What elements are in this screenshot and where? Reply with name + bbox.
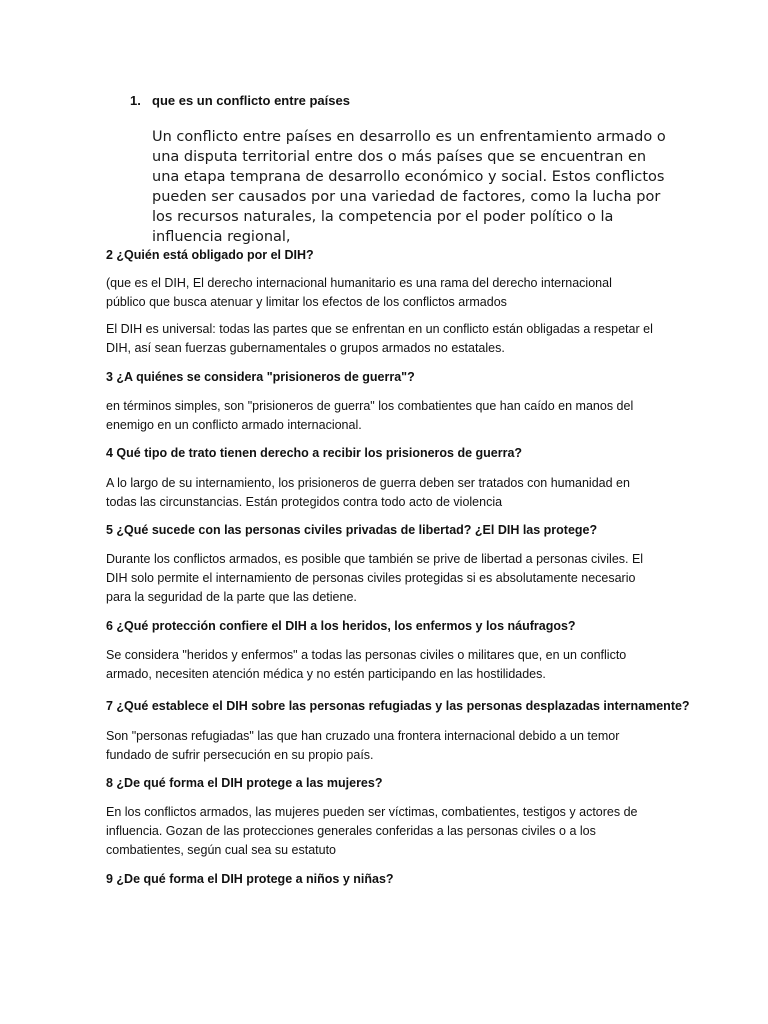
- question-3-answer-block: [106, 397, 666, 435]
- question-9-title: 9 ¿De qué forma el DIH protege a niños y niñas?: [106, 872, 394, 886]
- question-1-title: que es un conflicto entre países: [152, 93, 350, 108]
- question-6-heading: [106, 617, 666, 635]
- question-7-heading: [106, 697, 690, 715]
- question-2-heading: [106, 246, 666, 264]
- question-1-heading: [130, 92, 350, 110]
- question-8-answer-block: [106, 803, 666, 860]
- question-3-answer: en términos simples, son "prisioneros de guerra" los combatientes que han caído en manos del enemigo en un conflicto armado internacional.: [106, 399, 634, 432]
- question-5-heading: [106, 521, 666, 539]
- question-8-heading: [106, 774, 666, 792]
- question-3-heading: [106, 368, 666, 386]
- question-5-answer-block: [106, 550, 666, 607]
- question-2-title: 2 ¿Quién está obligado por el DIH?: [106, 248, 314, 262]
- question-9-heading: [106, 870, 666, 888]
- question-4-title: 4 Qué tipo de trato tienen derecho a recibir los prisioneros de guerra?: [106, 446, 523, 460]
- question-3-title: 3 ¿A quiénes se considera "prisioneros de guerra"?: [106, 370, 415, 384]
- question-6-title: 6 ¿Qué protección confiere el DIH a los heridos, los enfermos y los náufragos?: [106, 619, 576, 633]
- question-6-answer-block: [106, 646, 666, 684]
- question-2-answer-block: [106, 274, 666, 312]
- question-1-answer: Un conflicto entre países en desarrollo es un enfrentamiento armado o una disputa territorial entre dos o más países que se encuentran en una etapa temprana de desarrollo económico y social. Estos conflictos pueden ser causados por una variedad de factores, como la lucha por los recursos naturales, la competencia por el poder político o la influencia regional,: [152, 129, 666, 245]
- question-2-answer-1: (que es el DIH, El derecho internacional humanitario es una rama del derecho internacional público que busca atenuar y limitar los efectos de los conflictos armados: [106, 276, 612, 309]
- question-4-answer-block: [106, 474, 666, 512]
- question-8-title: 8 ¿De qué forma el DIH protege a las mujeres?: [106, 776, 383, 790]
- question-4-answer: A lo largo de su internamiento, los prisioneros de guerra deben ser tratados con humanidad en todas las circunstancias. Están protegidos contra todo acto de violencia: [106, 476, 630, 509]
- question-6-answer: Se considera "heridos y enfermos" a todas las personas civiles o militares que, en un conflicto armado, necesiten atención médica y no estén participando en las hostilidades.: [106, 648, 627, 681]
- question-8-answer: En los conflictos armados, las mujeres pueden ser víctimas, combatientes, testigos y actores de influencia. Gozan de las protecciones generales conferidas a las personas civiles o a los combatientes, según cual sea su estatuto: [106, 805, 638, 857]
- question-5-title: 5 ¿Qué sucede con las personas civiles privadas de libertad? ¿El DIH las protege?: [106, 523, 598, 537]
- question-7-answer-block: [106, 727, 666, 765]
- question-1-number: 1.: [130, 93, 141, 108]
- question-2-answer-2: El DIH es universal: todas las partes que se enfrentan en un conflicto están obligadas a respetar el DIH, así sean fuerzas gubernamentales o grupos armados no estatales.: [106, 322, 653, 355]
- question-4-heading: [106, 444, 666, 462]
- question-7-title: 7 ¿Qué establece el DIH sobre las personas refugiadas y las personas desplazadas internamente?: [106, 699, 690, 713]
- question-2-answer-block-2: [106, 320, 666, 358]
- question-5-answer: Durante los conflictos armados, es posible que también se prive de libertad a personas civiles. El DIH solo permite el internamiento de personas civiles protegidas si es absolutamente necesario para la seguridad de la parte que las detiene.: [106, 552, 644, 604]
- question-7-answer: Son "personas refugiadas" las que han cruzado una frontera internacional debido a un temor fundado de sufrir persecución en su propio país.: [106, 729, 620, 762]
